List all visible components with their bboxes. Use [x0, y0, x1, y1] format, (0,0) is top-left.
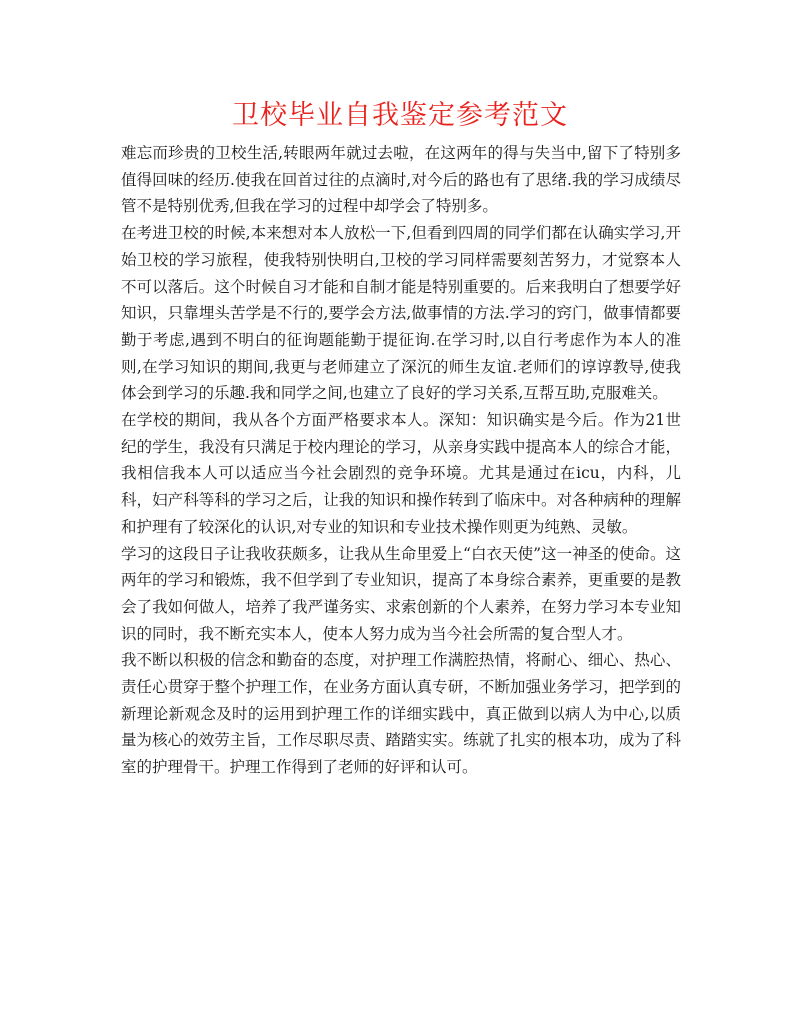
- paragraph-5: 我不断以积极的信念和勤奋的态度，对护理工作满腔热情，将耐心、细心、热心、责任心贯穿于整个护理工作，在业务方面认真专研，不断加强业务学习，把学到的新理论新观念及时的运用到护理工作的详细实践中，真正做到以病人为中心,以质量为核心的效劳主旨，工作尽职尽责、踏踏实实。练就了扎实的根本功，成为了科室的护理骨干。护理工作得到了老师的好评和认可。: [121, 651, 681, 777]
- document-title: 卫校毕业自我鉴定参考范文: [232, 100, 568, 131]
- paragraph-1: 难忘而珍贵的卫校生活,转眼两年就过去啦，在这两年的得与失当中,留下了特别多值得回味的经历.使我在回首过往的点滴时,对今后的路也有了思绪.我的学习成绩尽管不是特别优秀,但我在学习的过程中却学会了特别多。: [121, 144, 681, 216]
- document-body: [121, 140, 681, 781]
- paragraph-3: 在学校的期间，我从各个方面严格要求本人。深知：知识确实是今后。作为21世纪的学生，我没有只满足于校内理论的学习，从亲身实践中提高本人的综合才能，我相信我本人可以适应当今社会剧烈的竞争环境。尤其是通过在icu，内科，儿科，妇产科等科的学习之后，让我的知识和操作转到了临床中。对各种病种的理解和护理有了较深化的认识,对专业的知识和专业技术操作则更为纯熟、灵敏。: [121, 411, 681, 536]
- paragraph-4: 学习的这段日子让我收获颇多，让我从生命里爱上“白衣天使”这一神圣的使命。这两年的学习和锻炼，我不但学到了专业知识，提高了本身综合素养，更重要的是教会了我如何做人，培养了我严谨务实、求索创新的个人素养，在努力学习本专业知识的同时，我不断充实本人，使本人努力成为当今社会所需的复合型人才。: [121, 544, 681, 643]
- paragraph-2: 在考进卫校的时候,本来想对本人放松一下,但看到四周的同学们都在认确实学习,开始卫校的学习旅程，使我特别快明白,卫校的学习同样需要刻苦努力，才觉察本人不可以落后。这个时候自习才能和自制才能是特别重要的。后来我明白了想要学好知识，只靠埋头苦学是不行的,要学会方法,做事情的方法.学习的窍门，做事情都要勤于考虑,遇到不明白的征询题能勤于提征询.在学习时,以自行考虑作为本人的准则,在学习知识的期间,我更与老师建立了深沉的师生友谊.老师们的谆谆教导,使我体会到学习的乐趣.我和同学之间,也建立了良好的学习关系,互帮互助,克服难关。: [121, 224, 681, 403]
